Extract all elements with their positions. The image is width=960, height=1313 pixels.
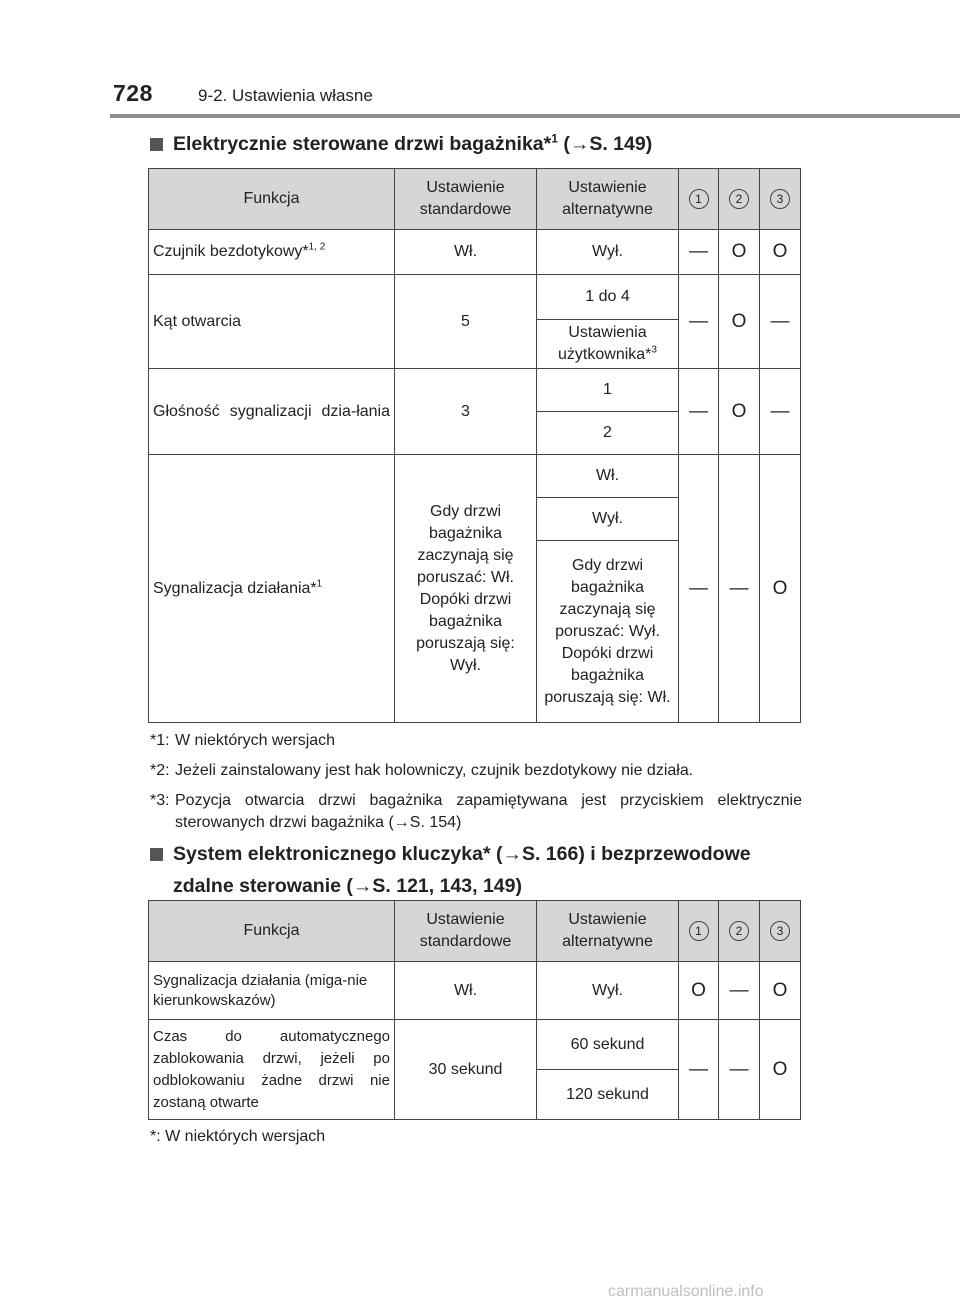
header-function: Funkcja (149, 169, 395, 230)
row-mark-3: O (760, 455, 801, 723)
row-function: Sygnalizacja działania*$^1$ (149, 455, 395, 723)
section-title-line-1: System elektronicznego kluczyka* (→S. 166) i bezprzewodowe (173, 843, 751, 865)
row-alternative-1: 1 do 4 (537, 275, 679, 320)
header-method-1: 1 (679, 169, 719, 230)
header-method-2: 2 (719, 901, 760, 962)
row-alternative-2: Ustawienia użytkownika*$^3$ (537, 320, 679, 369)
header-alternative: Ustawienie alternatywne (537, 169, 679, 230)
page-number: 728 (113, 80, 153, 106)
header-alternative: Ustawienie alternatywne (537, 901, 679, 962)
footnote-1: *1: W niektórych wersjach (150, 732, 336, 749)
row-function: Głośność sygnalizacji dzia-łania (149, 369, 395, 455)
row-alternative-1: 60 sekund (537, 1020, 679, 1070)
row-mark-2: — (719, 1020, 760, 1120)
row-alternative: Wył. (537, 962, 679, 1020)
header-method-2: 2 (719, 169, 760, 230)
watermark: carmanualsonline.info (608, 1283, 764, 1300)
row-default: 3 (395, 369, 537, 455)
row-alternative-3: Gdy drzwi bagażnika zaczynają się poruszać: Wył. Dopóki drzwi bagażnika poruszają się: Wł. (537, 541, 679, 723)
table-row (149, 275, 801, 320)
row-alternative-2: 2 (537, 412, 679, 455)
row-mark-2: — (719, 455, 760, 723)
table-row (149, 962, 801, 1020)
row-mark-2: O (719, 275, 760, 369)
row-alternative-1: 1 (537, 369, 679, 412)
row-mark-3: — (760, 369, 801, 455)
row-mark-1: — (679, 455, 719, 723)
row-default: Gdy drzwi bagażnika zaczynają się poruszać: Wł. Dopóki drzwi bagażnika poruszają się: Wył. (395, 455, 537, 723)
row-default: 5 (395, 275, 537, 369)
settings-table-tailgate (148, 168, 801, 723)
row-mark-2: O (719, 230, 760, 275)
row-alternative-2: Wył. (537, 498, 679, 541)
row-default: 30 sekund (395, 1020, 537, 1120)
section-title-text: Elektrycznie sterowane drzwi bagażnika* (173, 133, 552, 155)
table-row (149, 230, 801, 275)
header-rule (110, 114, 960, 118)
row-mark-1: — (679, 230, 719, 275)
header-default: Ustawienie standardowe (395, 901, 537, 962)
row-default: Wł. (395, 962, 537, 1020)
table-header-row (149, 901, 801, 962)
row-mark-1: O (679, 962, 719, 1020)
row-mark-3: O (760, 230, 801, 275)
row-function: Czas do automatycznego zablokowania drzwi, jeżeli po odblokowaniu żadne drzwi nie zostaną otwarte (149, 1020, 395, 1120)
table-header-row (149, 169, 801, 230)
row-function: Sygnalizacja działania (miga-nie kierunkowskazów) (149, 962, 395, 1020)
row-alternative-2: 120 sekund (537, 1070, 679, 1120)
footnote-2: *2: Jeżeli zainstalowany jest hak holowniczy, czujnik bezdotykowy nie działa. (150, 762, 694, 779)
row-mark-3: O (760, 1020, 801, 1120)
row-mark-2: O (719, 369, 760, 455)
row-alternative: Wył. (537, 230, 679, 275)
header-method-1: 1 (679, 901, 719, 962)
section-square-icon (150, 138, 163, 151)
table-row (149, 455, 801, 498)
header-default: Ustawienie standardowe (395, 169, 537, 230)
header-method-3: 3 (760, 901, 801, 962)
row-mark-2: — (719, 962, 760, 1020)
footnote: *: W niektórych wersjach (150, 1128, 326, 1145)
row-function: Czujnik bezdotykowy*$^{1, 2}$ (149, 230, 395, 275)
header-method-3: 3 (760, 169, 801, 230)
row-mark-3: O (760, 962, 801, 1020)
section-square-icon (150, 848, 163, 861)
row-mark-1: — (679, 369, 719, 455)
row-mark-1: — (679, 275, 719, 369)
table-row (149, 369, 801, 412)
row-default: Wł. (395, 230, 537, 275)
section-title-line-2: zdalne sterowanie (→S. 121, 143, 149) (173, 875, 522, 897)
row-function: Kąt otwarcia (149, 275, 395, 369)
page-header (0, 0, 960, 118)
chapter-title: 9-2. Ustawienia własne (198, 86, 373, 105)
row-mark-1: — (679, 1020, 719, 1120)
row-alternative-1: Wł. (537, 455, 679, 498)
header-function: Funkcja (149, 901, 395, 962)
row-mark-3: — (760, 275, 801, 369)
table-row (149, 1020, 801, 1070)
settings-table-smart-key (148, 900, 801, 1120)
footnote-3: *3: Pozycja otwarcia drzwi bagażnika zapamiętywana jest przyciskiem elektrycznie sterowanych drzwi bagażnika (→S. 154) (150, 792, 802, 831)
